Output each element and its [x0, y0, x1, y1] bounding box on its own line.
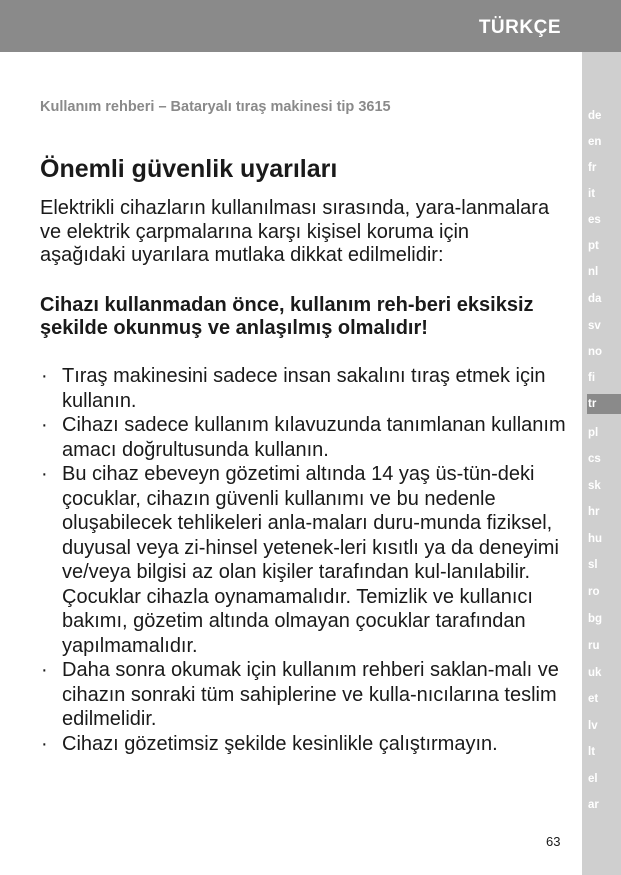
- lang-tab-uk[interactable]: uk: [588, 667, 602, 679]
- safety-bullet-list: [40, 364, 570, 756]
- lang-tab-hu[interactable]: hu: [588, 533, 603, 545]
- lang-tab-pt[interactable]: pt: [588, 240, 599, 252]
- lang-tab-hr[interactable]: hr: [588, 506, 600, 518]
- lang-tab-pl[interactable]: pl: [588, 427, 599, 439]
- language-sidebar: [582, 52, 621, 875]
- lang-tab-ru[interactable]: ru: [588, 640, 600, 652]
- warning-paragraph: Cihazı kullanmadan önce, kullanım reh-beri eksiksiz şekilde okunmuş ve anlaşılmış olmalıdır!: [40, 294, 534, 339]
- bullet-item: · Tıraş makinesini sadece insan sakalını tıraş etmek için kullanın.: [40, 364, 570, 413]
- lang-tab-lt[interactable]: lt: [588, 746, 596, 758]
- language-title: TÜRKÇE: [478, 17, 561, 38]
- lang-tab-sv[interactable]: sv: [588, 320, 601, 332]
- lang-tab-et[interactable]: et: [588, 693, 599, 705]
- document-subtitle: Kullanım rehberi – Bataryalı tıraş makinesi tip 3615: [40, 99, 391, 115]
- lang-tab-no[interactable]: no: [588, 346, 603, 358]
- section-heading: Önemli güvenlik uyarıları: [40, 155, 338, 183]
- lang-tab-lv[interactable]: lv: [588, 720, 598, 732]
- lang-tab-en[interactable]: en: [588, 136, 602, 148]
- intro-paragraph: Elektrikli cihazların kullanılması sırasında, yara-lanmalara ve elektrik çarpmalarına karşı kişisel koruma için aşağıdaki uyarılara mutlaka dikkat edilmelidir:: [40, 197, 550, 266]
- lang-tab-es[interactable]: es: [588, 214, 601, 226]
- bullet-item: · Daha sonra okumak için kullanım rehberi saklan-malı ve cihazın sonraki tüm sahiplerine ve kulla-nıcılarına teslim edilmelidir.: [40, 658, 570, 732]
- lang-tab-ar[interactable]: ar: [588, 799, 599, 811]
- lang-tab-bg[interactable]: bg: [588, 613, 603, 625]
- lang-tab-fi[interactable]: fi: [588, 372, 596, 384]
- lang-tab-cs[interactable]: cs: [588, 453, 601, 465]
- lang-tab-it[interactable]: it: [588, 188, 596, 200]
- lang-tab-tr[interactable]: tr: [587, 394, 621, 414]
- lang-tab-nl[interactable]: nl: [588, 266, 599, 278]
- page-number: 63: [546, 834, 561, 849]
- lang-tab-ro[interactable]: ro: [588, 586, 600, 598]
- bullet-item: · Cihazı gözetimsiz şekilde kesinlikle çalıştırmayın.: [40, 732, 570, 757]
- lang-tab-da[interactable]: da: [588, 293, 602, 305]
- bullet-item: · Cihazı sadece kullanım kılavuzunda tanımlanan kullanım amacı doğrultusunda kullanın.: [40, 413, 570, 462]
- lang-tab-sk[interactable]: sk: [588, 480, 601, 492]
- header-bar: [0, 0, 621, 52]
- lang-tab-sl[interactable]: sl: [588, 559, 598, 571]
- bullet-item: · Bu cihaz ebeveyn gözetimi altında 14 yaş üs-tün-deki çocuklar, cihazın güvenli kullanımı ve bu nedenle oluşabilecek tehlikeleri anla-maları duru-munda fiziksel, duyusal veya zi-hinsel yetenek-leri kısıtlı ya da deneyimi ve/veya bilgisi az olan kişiler tarafından kul-lanılabilir. Çocuklar cihazla oynamamalıdır. Temizlik ve kullanıcı bakımı, gözetim altında olmayan çocuklar tarafından yapılmamalıdır.: [40, 462, 570, 658]
- lang-tab-el[interactable]: el: [588, 773, 598, 785]
- lang-tab-fr[interactable]: fr: [588, 162, 597, 174]
- lang-tab-de[interactable]: de: [588, 110, 602, 122]
